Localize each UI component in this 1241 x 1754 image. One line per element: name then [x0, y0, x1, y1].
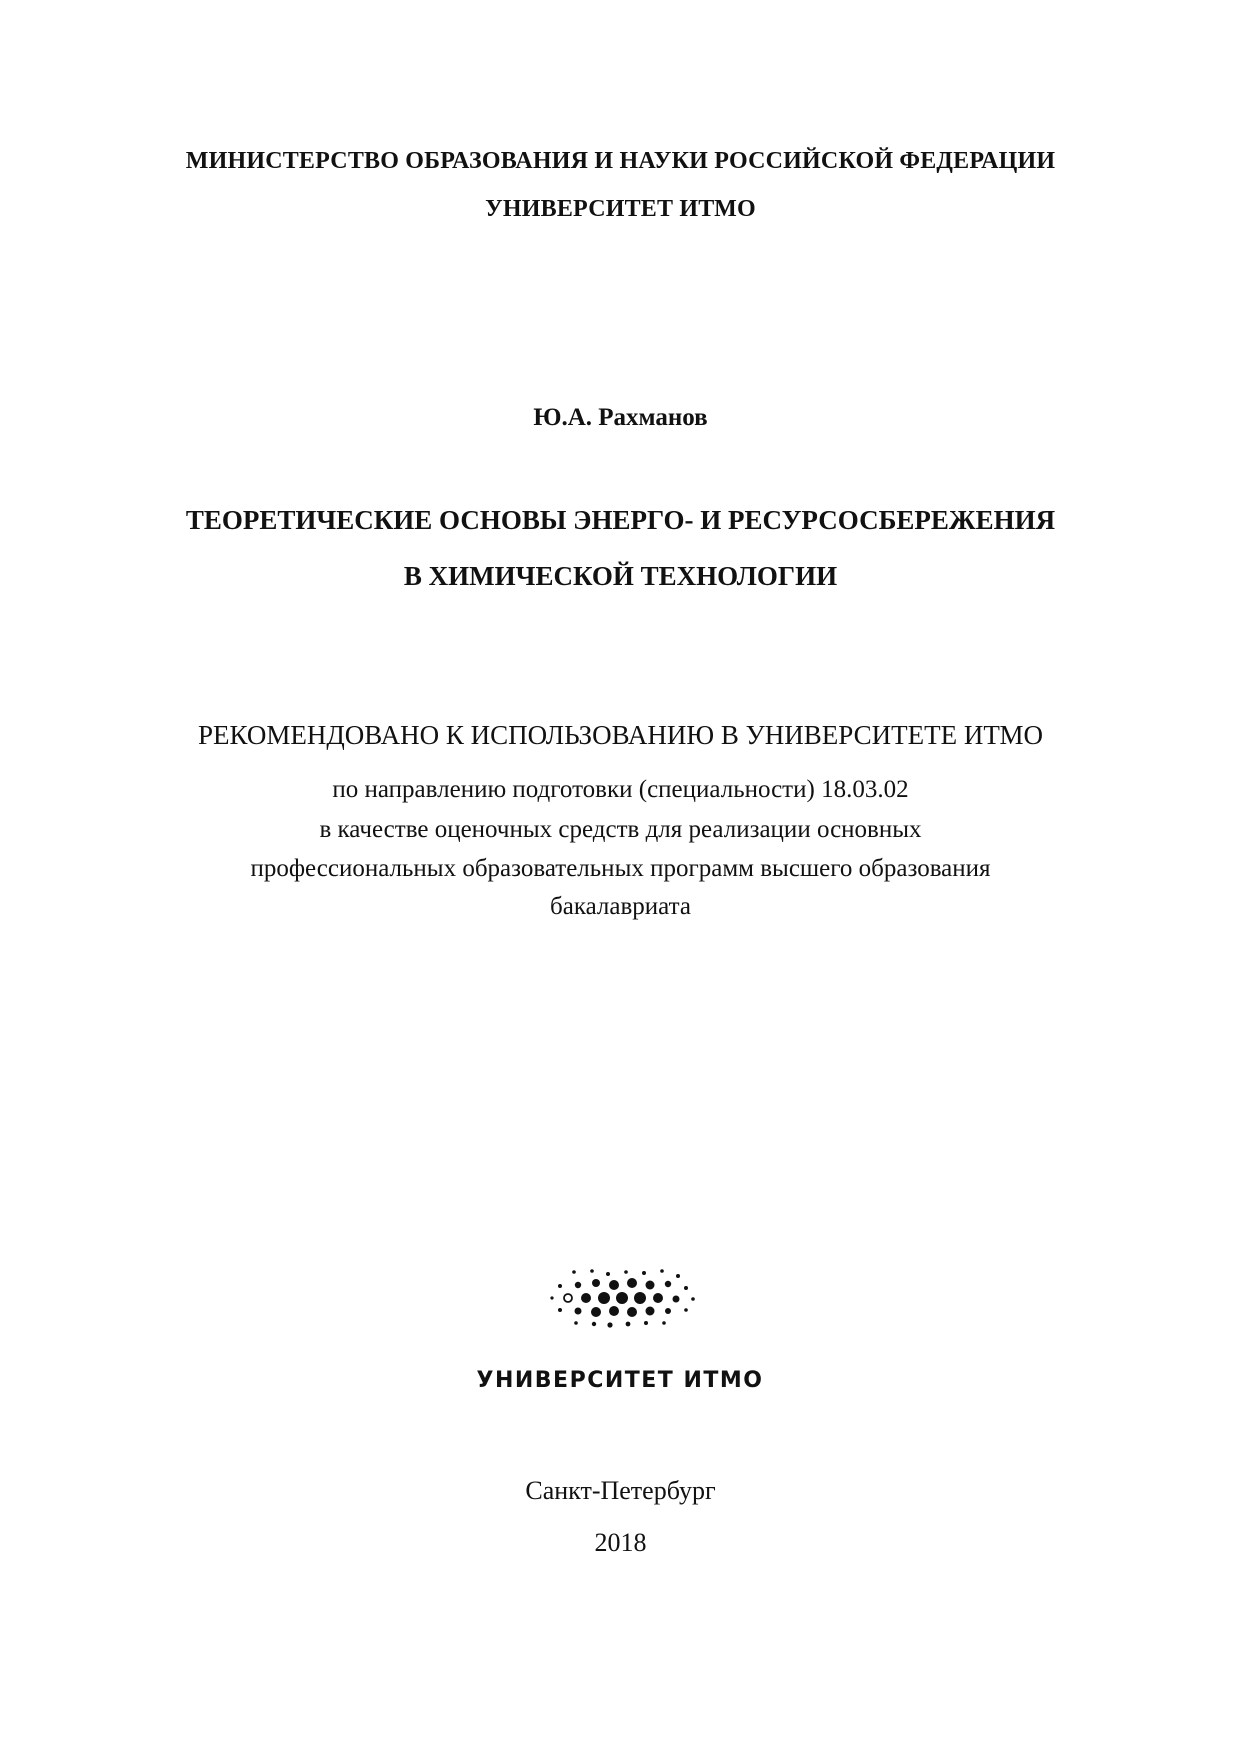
recommendation-line-1: по направлению подготовки (специальности) 18.03.02 [332, 776, 909, 803]
document-title-line-1: ТЕОРЕТИЧЕСКИЕ ОСНОВЫ ЭНЕРГО- И РЕСУРСОСБЕРЕЖЕНИЯ [185, 505, 1056, 535]
author-name: Ю.А. Рахманов [533, 404, 708, 431]
recommendation-line-3: профессиональных образовательных программ высшего образования [250, 855, 991, 882]
recommendation-heading: РЕКОМЕНДОВАНО К ИСПОЛЬЗОВАНИЮ В УНИВЕРСИТЕТЕ ИТМО [198, 720, 1043, 750]
logo-wordmark: УНИВЕРСИТЕТ ИТМО [476, 1368, 764, 1393]
recommendation-line-4: бакалавриата [550, 893, 691, 920]
publication-city: Санкт-Петербург [525, 1476, 716, 1505]
university-logo [470, 1268, 770, 1408]
ministry-heading: МИНИСТЕРСТВО ОБРАЗОВАНИЯ И НАУКИ РОССИЙСКОЙ ФЕДЕРАЦИИ [185, 148, 1056, 174]
publication-year: 2018 [594, 1528, 647, 1557]
document-title-line-2: В ХИМИЧЕСКОЙ ТЕХНОЛОГИИ [403, 561, 838, 591]
university-heading: УНИВЕРСИТЕТ ИТМО [485, 196, 756, 222]
itmo-dots-logo-icon [548, 1268, 698, 1348]
recommendation-line-2: в качестве оценочных средств для реализации основных [319, 816, 922, 843]
